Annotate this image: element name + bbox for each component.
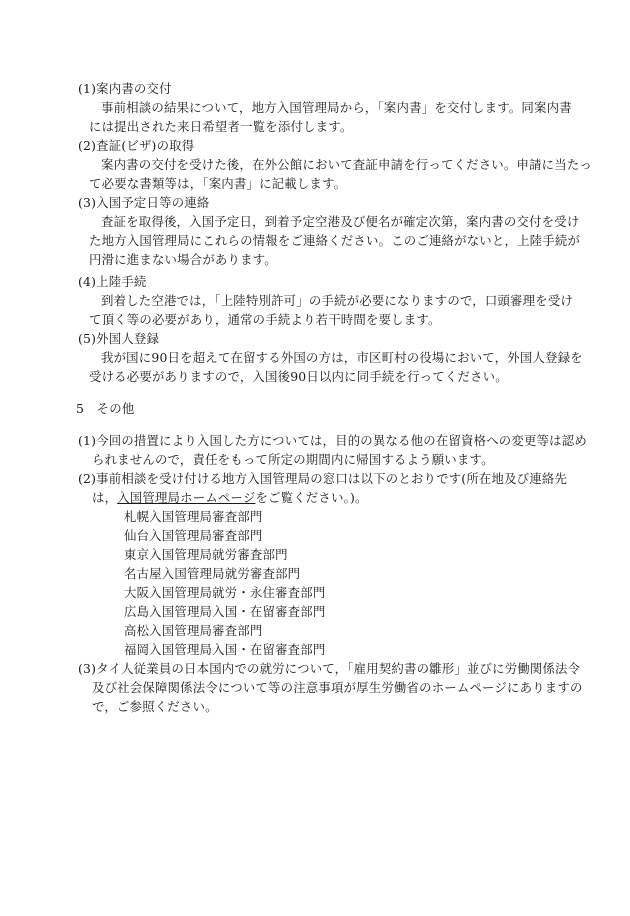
- item-2-heading: (2)査証(ビザ)の取得: [78, 138, 195, 153]
- item-4-text-line: 到着した空港では，「上陸特別許可」の手続が必要になりますので，口頭審理を受け: [101, 293, 573, 308]
- line-prefix: は，: [92, 490, 118, 505]
- office-sendai: 仙台入国管理局審査部門: [124, 528, 263, 543]
- section-5-heading: 5 その他: [76, 401, 135, 416]
- item-4-heading: (4)上陸手続: [78, 274, 147, 289]
- office-nagoya: 名古屋入国管理局就労審査部門: [124, 566, 301, 581]
- section-5-item-3-line: (3)タイ人従業員の日本国内での就労について，「雇用契約書の雛形」並びに労働関係法令: [78, 661, 581, 676]
- office-hiroshima: 広島入国管理局入国・在留審査部門: [124, 604, 326, 619]
- item-1-heading: (1)案内書の交付: [78, 81, 172, 96]
- office-sapporo: 札幌入国管理局審査部門: [124, 509, 263, 524]
- office-osaka: 大阪入国管理局就労・永住審査部門: [124, 585, 326, 600]
- item-3-text-line: 査証を取得後，入国予定日，到着予定空港及び便名が確定次第，案内書の交付を受け: [101, 214, 580, 229]
- immigration-homepage-link[interactable]: 入国管理局ホームページ: [117, 490, 256, 505]
- item-5-text-line: 受ける必要がありますので，入国後90日以内に同手続を行ってください。: [89, 369, 508, 384]
- section-5-item-2-line: [92, 490, 368, 506]
- item-5-text-line: 我が国に90日を超えて在留する外国の方は，市区町村の役場において，外国人登録を: [101, 350, 583, 365]
- section-5-item-1-line: (1)今回の措置により入国した方については，目的の異なる他の在留資格への変更等は認め: [78, 433, 587, 448]
- section-5-item-3-line: 及び社会保障関係法令について等の注意事項が厚生労働省のホームページにありますの: [92, 680, 583, 695]
- item-3-heading: (3)入国予定日等の連絡: [78, 195, 210, 210]
- section-5-item-2-line: (2)事前相談を受け付ける地方入国管理局の窓口は以下のとおりです(所在地及び連絡先: [78, 471, 568, 486]
- item-2-text-line: 案内書の交付を受けた後，在外公館において査証申請を行ってください。申請に当たっ: [101, 157, 593, 172]
- line-suffix: をご覧ください。)。: [255, 490, 368, 505]
- item-1-text-line: 事前相談の結果について，地方入国管理局から，「案内書」を交付します。同案内書: [101, 100, 572, 115]
- item-3-text-line: た地方入国管理局にこれらの情報をご連絡ください。このご連絡がないと，上陸手続が: [89, 233, 581, 248]
- office-fukuoka: 福岡入国管理局入国・在留審査部門: [124, 642, 326, 657]
- section-5-item-3-line: で，ご参照ください。: [92, 699, 218, 714]
- item-4-text-line: て頂く等の必要があり，通常の手続より若干時間を要します。: [89, 312, 441, 327]
- office-tokyo: 東京入国管理局就労審査部門: [124, 547, 288, 562]
- item-1-text-line: には提出された来日希望者一覧を添付します。: [89, 119, 353, 134]
- item-2-text-line: て必要な書類等は，「案内書」に記載します。: [89, 176, 347, 191]
- office-takamatsu: 高松入国管理局審査部門: [124, 623, 263, 638]
- item-5-heading: (5)外国人登録: [78, 331, 160, 346]
- section-5-item-1-line: られませんので，責任をもって所定の期間内に帰国するよう願います。: [92, 452, 494, 467]
- item-3-text-line: 円滑に進まない場合があります。: [89, 252, 277, 267]
